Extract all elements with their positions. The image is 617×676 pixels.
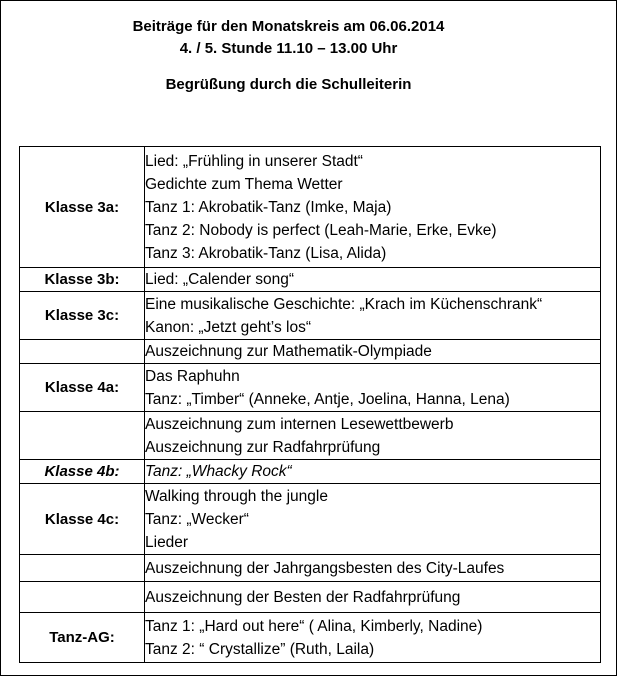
program-item: Kanon: „Jetzt geht’s los“	[145, 318, 311, 336]
program-row	[20, 292, 601, 340]
program-row	[20, 340, 601, 364]
program-item: Tanz 3: Akrobatik-Tanz (Lisa, Alida)	[145, 244, 387, 262]
program-table	[19, 146, 601, 663]
document-header	[0, 16, 577, 96]
class-cell: Klasse 3b:	[20, 268, 145, 292]
program-item: Auszeichnung zur Mathematik-Olympiade	[145, 343, 432, 360]
items-cell	[145, 412, 601, 460]
items-cell	[145, 460, 601, 484]
program-row	[20, 613, 601, 663]
program-row	[20, 147, 601, 268]
items-cell	[145, 484, 601, 555]
class-cell: Klasse 4c:	[20, 484, 145, 555]
program-item: Auszeichnung der Besten der Radfahrprüfung	[145, 588, 461, 606]
items-cell	[145, 268, 601, 292]
program-row	[20, 484, 601, 555]
class-cell: Klasse 3c:	[20, 292, 145, 340]
program-item: Lied: „Calender song“	[145, 271, 295, 288]
program-item: Tanz: „Wecker“	[145, 510, 249, 528]
program-item: Tanz 1: „Hard out here“ ( Alina, Kimberly, Nadine)	[145, 617, 483, 635]
program-item: Tanz: „Whacky Rock“	[145, 463, 292, 480]
class-cell	[20, 412, 145, 460]
items-cell	[145, 340, 601, 364]
items-cell	[145, 364, 601, 412]
program-item: Tanz 2: “ Crystallize” (Ruth, Laila)	[145, 640, 375, 658]
program-item: Tanz 2: Nobody is perfect (Leah-Marie, Erke, Evke)	[145, 221, 497, 239]
program-item: Das Raphuhn	[145, 367, 240, 385]
program-item: Auszeichnung zum internen Lesewettbewerb	[145, 415, 454, 433]
program-row	[20, 582, 601, 613]
program-item: Lied: „Frühling in unserer Stadt“	[145, 152, 363, 170]
class-cell: Tanz-AG:	[20, 613, 145, 663]
program-item: Tanz: „Timber“ (Anneke, Antje, Joelina, Hanna, Lena)	[145, 390, 510, 408]
class-cell: Klasse 4a:	[20, 364, 145, 412]
items-cell	[145, 555, 601, 582]
program-item: Auszeichnung der Jahrgangsbesten des City-Laufes	[145, 559, 505, 577]
items-cell	[145, 613, 601, 663]
program-row	[20, 268, 601, 292]
class-cell	[20, 555, 145, 582]
program-row	[20, 555, 601, 582]
header-greeting: Begrüßung durch die Schulleiterin	[165, 76, 412, 93]
header-title: Beiträge für den Monatskreis am 06.06.2014	[132, 18, 445, 35]
program-item: Tanz 1: Akrobatik-Tanz (Imke, Maja)	[145, 198, 392, 216]
program-table-body	[20, 147, 601, 663]
items-cell	[145, 292, 601, 340]
program-row	[20, 364, 601, 412]
class-cell	[20, 340, 145, 364]
program-item: Eine musikalische Geschichte: „Krach im Küchenschrank“	[145, 295, 543, 313]
program-row	[20, 460, 601, 484]
header-time: 4. / 5. Stunde 11.10 – 13.00 Uhr	[179, 40, 398, 57]
class-cell: Klasse 4b:	[20, 460, 145, 484]
class-cell: Klasse 3a:	[20, 147, 145, 268]
program-row	[20, 412, 601, 460]
program-item: Walking through the jungle	[145, 487, 328, 505]
header-spacer	[0, 60, 577, 74]
program-item: Gedichte zum Thema Wetter	[145, 175, 343, 193]
items-cell	[145, 582, 601, 613]
class-cell	[20, 582, 145, 613]
items-cell	[145, 147, 601, 268]
program-item: Auszeichnung zur Radfahrprüfung	[145, 438, 381, 456]
program-item: Lieder	[145, 533, 189, 551]
